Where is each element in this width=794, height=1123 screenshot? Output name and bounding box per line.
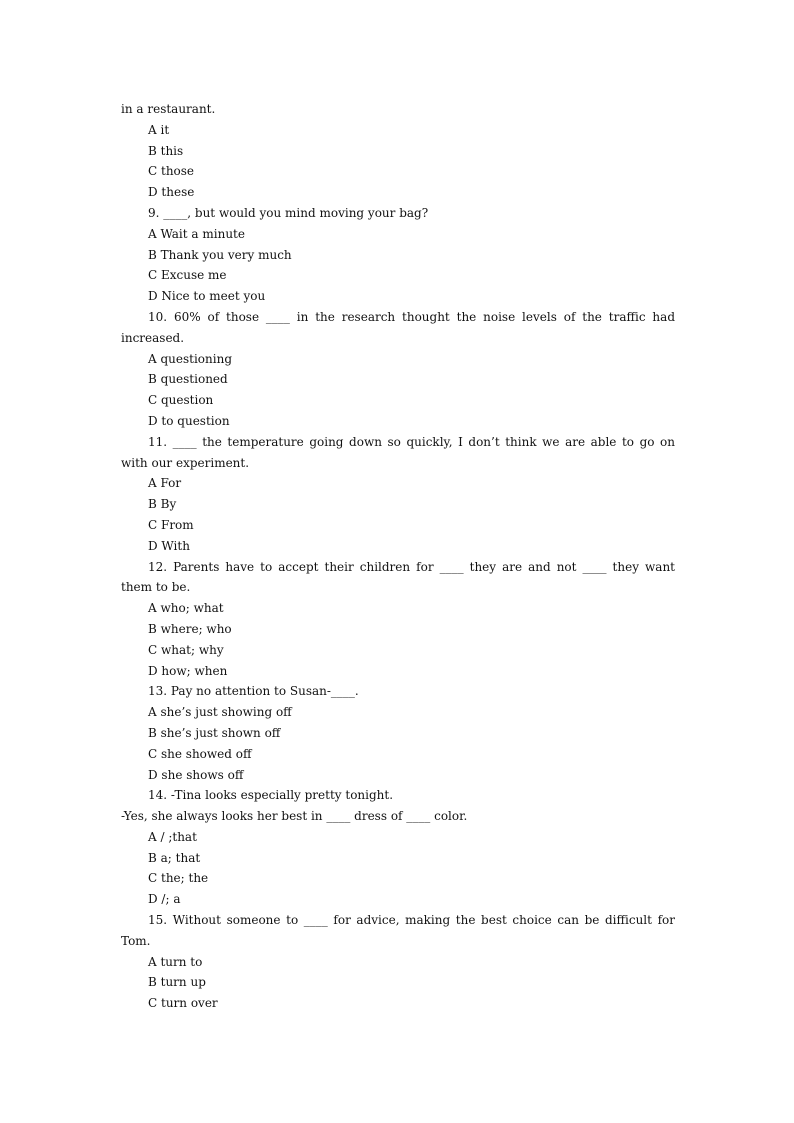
q8-options	[121, 120, 675, 203]
option-c: C turn over	[148, 996, 218, 1011]
option-b: B where; who	[148, 621, 232, 636]
question-stem: 9. ____, but would you mind moving your bag?	[148, 205, 429, 220]
option-c: C she showed off	[148, 746, 252, 761]
question-13	[121, 681, 675, 785]
option-d: D she shows off	[148, 767, 244, 782]
option-c: C question	[148, 393, 214, 408]
question-11	[121, 432, 675, 557]
option-b: B she’s just shown off	[148, 725, 281, 740]
question-stem: 10. 60% of those ____ in the research thought the noise levels of the traffic had increased.	[121, 309, 675, 345]
question-9	[121, 203, 675, 307]
question-reply: -Yes, she always looks her best in ____ dress of ____ color.	[121, 809, 468, 824]
option-a: A For	[148, 476, 182, 491]
question-15	[121, 910, 675, 1014]
option-b: B questioned	[148, 372, 228, 387]
question-stem: 11. ____ the temperature going down so quickly, I don’t think we are able to go on with our experiment.	[121, 434, 675, 470]
option-a: A questioning	[148, 351, 233, 366]
question-stem: 13. Pay no attention to Susan-____.	[148, 684, 359, 699]
option-c: C what; why	[148, 642, 224, 657]
option-b: B a; that	[148, 850, 201, 865]
option-a: A it	[148, 122, 170, 137]
question-stem: 15. Without someone to ____ for advice, making the best choice can be difficult for Tom.	[121, 913, 675, 948]
option-d: D With	[148, 538, 190, 553]
question-stem: 12. Parents have to accept their children for ____ they are and not ____ they want them to be.	[121, 559, 675, 595]
option-c: C the; the	[148, 871, 209, 886]
option-a: A / ;that	[148, 829, 197, 844]
option-b: B By	[148, 497, 177, 512]
option-d: D /; a	[148, 892, 181, 907]
option-c: C those	[148, 164, 195, 179]
option-a: A Wait a minute	[148, 226, 245, 241]
option-a: A she’s just showing off	[148, 705, 292, 720]
option-d: D how; when	[148, 663, 228, 678]
option-a: A who; what	[148, 601, 224, 616]
question-stem: 14. -Tina looks especially pretty tonight.	[148, 788, 394, 803]
question-14	[121, 785, 675, 910]
option-d: D these	[148, 185, 195, 200]
question-12	[121, 557, 675, 682]
option-d: D to question	[148, 413, 230, 428]
lead-line: in a restaurant.	[121, 102, 216, 116]
document-page	[121, 99, 675, 1014]
question-10	[121, 307, 675, 432]
option-b: B this	[148, 143, 184, 158]
option-b: B turn up	[148, 975, 206, 990]
option-a: A turn to	[148, 954, 203, 969]
option-b: B Thank you very much	[148, 247, 292, 262]
option-c: C Excuse me	[148, 268, 227, 283]
option-d: D Nice to meet you	[148, 289, 266, 304]
option-c: C From	[148, 517, 194, 532]
